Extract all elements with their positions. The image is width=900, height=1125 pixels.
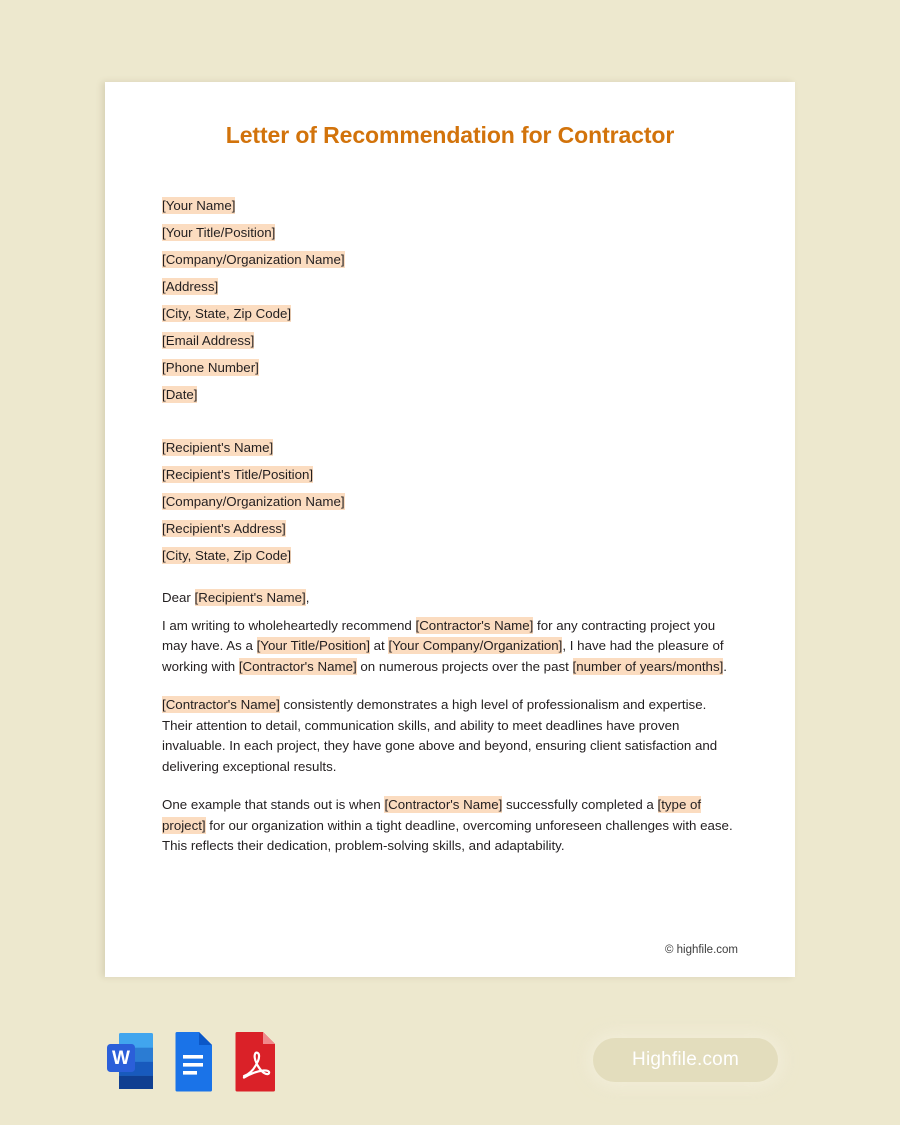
recipient-address-placeholder: [Recipient's Address] [162, 521, 286, 536]
placeholder-token: [Your Company/Organization] [388, 638, 563, 653]
sender-address-placeholder: [Address] [162, 279, 219, 294]
sender-address-placeholder: [Company/Organization Name] [162, 252, 345, 267]
sender-address-line [162, 300, 738, 327]
document-page [105, 82, 795, 977]
recipient-address-placeholder: [City, State, Zip Code] [162, 548, 292, 563]
page-title: Letter of Recommendation for Contractor [225, 122, 675, 148]
placeholder-token: [Contractor's Name] [415, 617, 534, 633]
sender-address-line [162, 219, 738, 246]
sender-address-placeholder: [Email Address] [162, 333, 255, 348]
file-format-icons [103, 1028, 283, 1094]
sender-address-line [162, 327, 738, 354]
placeholder-token: [type of project] [162, 797, 702, 833]
sender-address-line [162, 381, 738, 408]
salutation-prefix: Dear [162, 590, 195, 605]
placeholder-token: [Your Title/Position] [256, 638, 370, 653]
recipient-address-line [162, 488, 738, 515]
sender-address-line [162, 192, 738, 219]
body-text: consistently demonstrates a high level of professionalism and expertise. Their attention to detail, communication skills, and ability to meet deadlines have proven invaluable. In each project, they have gone above and beyond, ensuring client satisfaction and delivering exceptional results. [162, 697, 718, 774]
recipient-address-placeholder: [Company/Organization Name] [162, 494, 345, 509]
letter-paragraphs [162, 609, 738, 857]
placeholder-token: [Contractor's Name] [238, 658, 357, 674]
highfile-brand-label: Highfile.com [632, 1049, 739, 1070]
sender-address-line [162, 246, 738, 273]
google-docs-icon[interactable] [165, 1028, 221, 1094]
body-text: I am writing to wholeheartedly recommend [162, 617, 416, 633]
paragraph-2 [162, 677, 738, 777]
placeholder-token: [Contractor's Name] [384, 797, 503, 812]
word-doc-icon[interactable] [103, 1028, 159, 1094]
sender-address-line [162, 354, 738, 381]
body-text: One example that stands out is when [162, 797, 385, 812]
salutation-suffix: , [305, 590, 310, 605]
placeholder-token: [Contractor's Name] [162, 697, 280, 712]
recipient-address-line [162, 542, 738, 569]
body-text: on numerous projects over the past [356, 658, 573, 674]
sender-address-placeholder: [City, State, Zip Code] [162, 306, 292, 321]
recipient-address-line [162, 515, 738, 542]
salutation-line [162, 569, 738, 609]
recipient-address-placeholder: [Recipient's Name] [162, 440, 274, 455]
recipient-address-block [162, 434, 738, 569]
paragraph-1 [162, 609, 738, 678]
sender-address-placeholder: [Your Name] [162, 198, 236, 213]
highfile-brand-pill[interactable] [593, 1038, 778, 1082]
salutation-placeholder: [Recipient's Name] [194, 590, 306, 605]
body-text: successfully completed a [502, 797, 658, 812]
sender-address-placeholder: [Phone Number] [162, 360, 259, 375]
placeholder-token: [number of years/months] [572, 658, 724, 674]
recipient-address-line [162, 434, 738, 461]
body-text: for our organization within a tight deadline, overcoming unforeseen challenges with ease. This reflects their dedication, problem-solving skills, and adaptability. [162, 817, 733, 853]
recipient-address-line [162, 461, 738, 488]
body-text: at [369, 638, 389, 653]
sender-address-placeholder: [Date] [162, 387, 198, 402]
svg-text:W: W [112, 1048, 130, 1069]
body-text: . [723, 658, 727, 674]
recipient-address-placeholder: [Recipient's Title/Position] [162, 467, 314, 482]
sender-address-line [162, 273, 738, 300]
copyright-credit: © highfile.com [664, 944, 738, 956]
body-text: for any contracting project you may have. As a [162, 617, 716, 653]
document-body [162, 82, 738, 977]
sender-address-placeholder: [Your Title/Position] [162, 225, 276, 240]
paragraph-3 [162, 777, 738, 857]
pdf-icon[interactable] [227, 1028, 283, 1094]
sender-address-block [162, 192, 738, 408]
body-text: , I have had the pleasure of working with [162, 638, 724, 674]
